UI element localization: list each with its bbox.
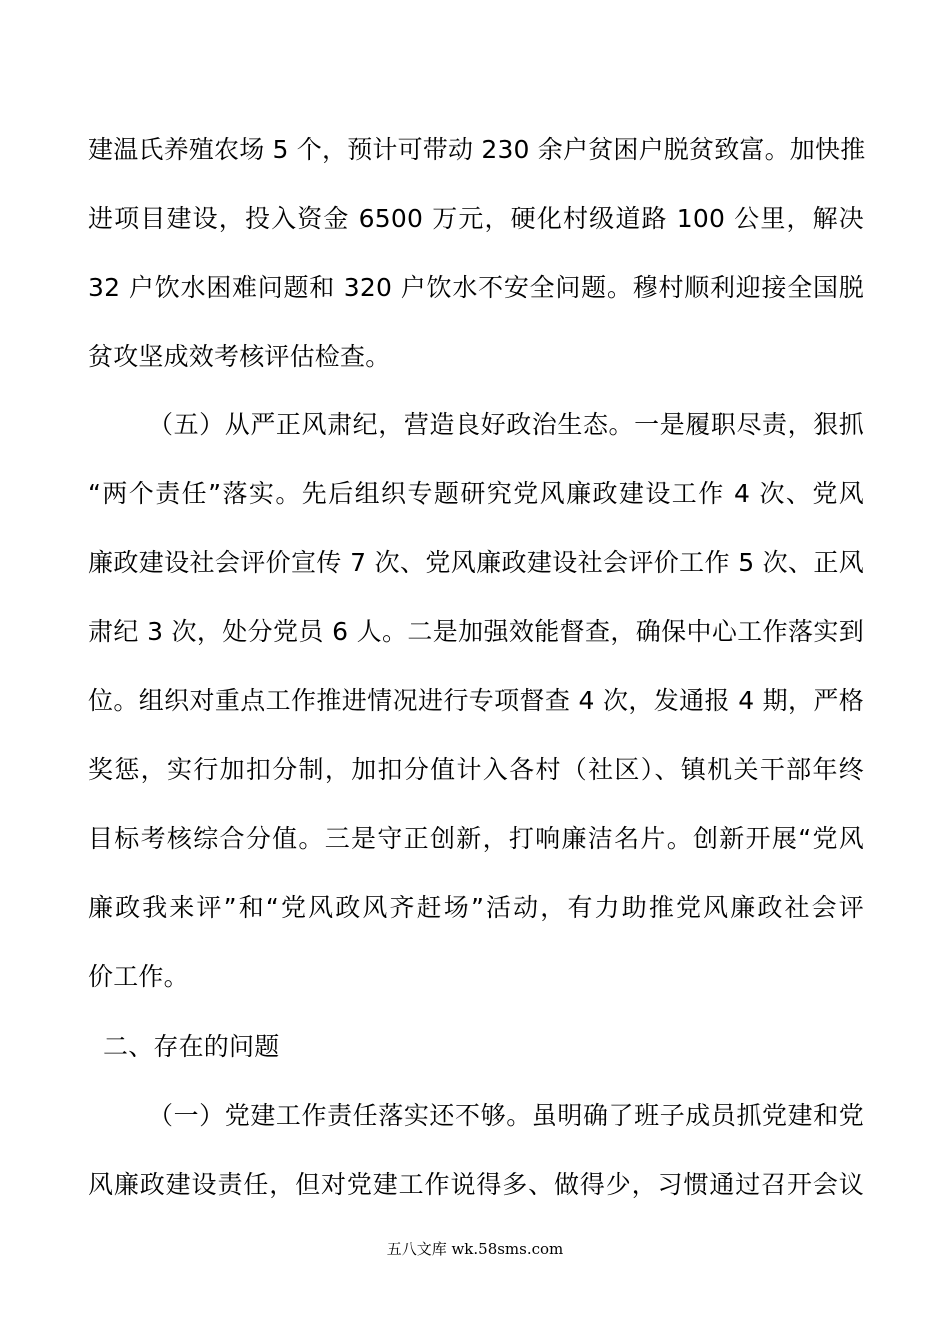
paragraph-first-line: （一）党建工作责任落实还不够。虽明确了班子成员抓党建和党 xyxy=(148,1101,864,1130)
text-line: 廉政建设社会评价宣传 7 次、党风廉政建设社会评价工作 5 次、正风 xyxy=(88,548,864,577)
section-heading: 二、存在的问题 xyxy=(103,1032,280,1061)
text-line: 奖惩，实行加扣分制，加扣分值计入各村（社区）、镇机关干部年终 xyxy=(88,755,864,784)
text-line: 目标考核综合分值。三是守正创新，打响廉洁名片。创新开展“党风 xyxy=(88,824,864,853)
text-line: 建温氏养殖农场 5 个，预计可带动 230 余户贫困户脱贫致富。加快推 xyxy=(88,135,866,164)
text-line: 位。组织对重点工作推进情况进行专项督查 4 次，发通报 4 期，严格 xyxy=(88,686,864,715)
paragraph-first-line: （五）从严正风肃纪，营造良好政治生态。一是履职尽责，狠抓 xyxy=(148,410,864,439)
text-line: 32 户饮水困难问题和 320 户饮水不安全问题。穆村顺利迎接全国脱 xyxy=(88,273,864,302)
text-line: 风廉政建设责任，但对党建工作说得多、做得少，习惯通过召开会议 xyxy=(88,1170,864,1199)
text-line: 进项目建设，投入资金 6500 万元，硬化村级道路 100 公里，解决 xyxy=(88,204,864,233)
page-footer: 五八文库 wk.58sms.com xyxy=(386,1240,564,1258)
text-line: “两个责任”落实。先后组织专题研究党风廉政建设工作 4 次、党风 xyxy=(88,479,864,508)
text-line: 贫攻坚成效考核评估检查。 xyxy=(88,342,391,371)
text-line: 肃纪 3 次，处分党员 6 人。二是加强效能督查，确保中心工作落实到 xyxy=(88,617,864,646)
text-line: 价工作。 xyxy=(88,962,189,991)
text-line: 廉政我来评”和“党风政风齐赶场”活动，有力助推党风廉政社会评 xyxy=(88,893,864,922)
